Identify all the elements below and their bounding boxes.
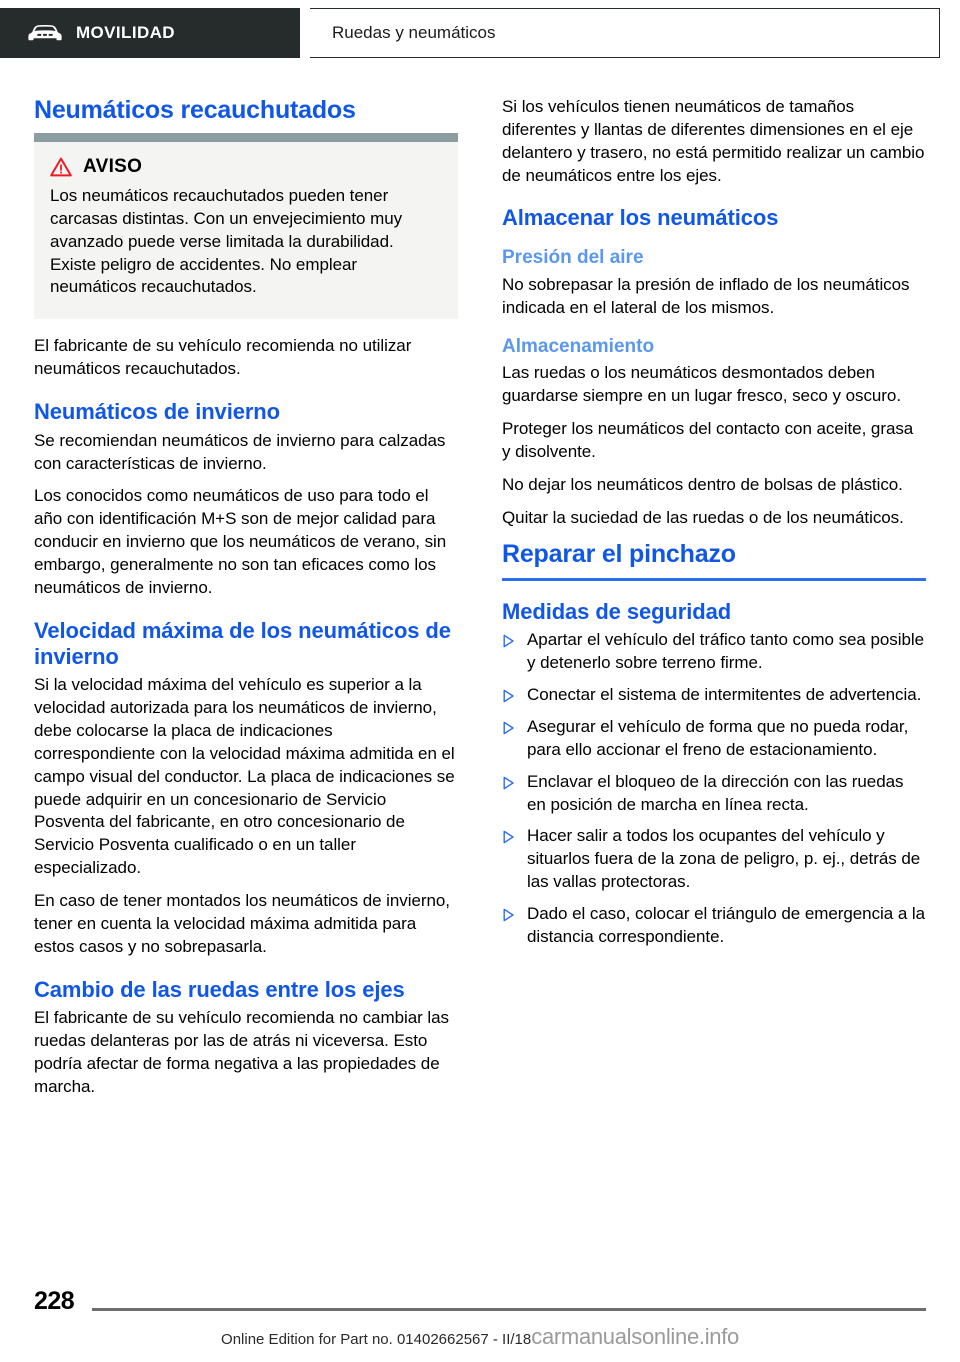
max-speed-paragraph-2: En caso de tener montados los neumáticos de invierno, tener en cuenta la velocidad máxima admitida para estos casos y no sobrepasarla. [34,890,450,956]
list-item-text: Asegurar el vehículo de forma que no pueda rodar, para ello accionar el freno de estacionamiento. [527,716,909,759]
triangle-right-icon [502,776,515,790]
axle-swap-paragraph-1: El fabricante de su vehículo recomienda no cambiar las ruedas delanteras por las de atrás ni viceversa. Esto podría afectar de forma negativa a las propiedades de marcha. [34,1008,449,1096]
list-item [502,716,926,762]
chapter-tab[interactable] [0,8,300,58]
axle-swap-continuation: Si los vehículos tienen neumáticos de tamaños diferentes y llantas de diferentes dimensiones en el eje delantero y trasero, no está permitido realizar un cambio de neumáticos entre los ejes. [502,97,925,185]
subsection-air-pressure-title: Presión del aire [502,247,644,269]
storage-paragraph-3: No dejar los neumáticos dentro de bolsas de plástico. [502,474,903,494]
list-item [502,684,926,707]
warning-text: Los neumáticos recauchutados pueden tener carcasas distintas. Con un envejecimiento muy avanzado puede verse limitada la durabilidad. Existe peligro de accidentes. No emplear neumáticos recauchutados. [50,186,403,297]
triangle-right-icon [502,908,515,922]
page-content [0,58,960,1099]
triangle-right-icon [502,830,515,844]
left-column [34,96,458,1099]
page-number: 228 [34,1287,75,1315]
max-speed-paragraph-1: Si la velocidad máxima del vehículo es superior a la velocidad autorizada para los neumáticos de invierno, debe colocarse la placa de indicaciones correspondiente con la velocidad máxima admitida en el campo visual del conductor. La placa de indicaciones se puede adquirir en un concesionario de Servicio Posventa del fabricante, en otro concesionario de Servicio Posventa cualificado o en un taller especializado. [34,675,455,878]
air-pressure-paragraph-1: No sobrepasar la presión de inflado de los neumáticos indicada en el lateral de los mismos. [502,274,910,317]
topic-tab-label: Ruedas y neumáticos [332,23,496,42]
triangle-right-icon [502,721,515,735]
section-storage-title: Almacenar los neumáticos [502,205,779,231]
car-front-icon [28,23,62,43]
right-column [502,96,926,1099]
page-footer [0,1289,960,1362]
list-item-text: Conectar el sistema de intermitentes de advertencia. [527,685,922,705]
storage-paragraph-1: Las ruedas o los neumáticos desmontados deben guardarse siempre en un lugar fresco, seco y oscuro. [502,363,901,406]
triangle-right-icon [502,634,515,648]
warning-box [34,133,458,319]
edition-text: Online Edition for Part no. 01402662567 - II/18 [221,1331,532,1348]
winter-paragraph-2: Los conocidos como neumáticos de uso para todo el año con identificación M+S son de mejor calidad para conducir en invierno que los neumáticos de verano, sin embargo, generalmente no son tan eficaces como los neumáticos de invierno. [34,486,447,597]
triangle-right-icon [502,689,515,703]
chapter-tab-label: MOVILIDAD [76,23,175,42]
footer-divider [92,1308,926,1311]
storage-paragraph-4: Quitar la suciedad de las ruedas o de los neumáticos. [502,507,904,527]
section-max-speed-title: Velocidad máxima de los neumáticos de invierno [34,617,451,669]
section-winter-tires-title: Neumáticos de invierno [34,399,280,425]
list-item-text: Enclavar el bloqueo de la dirección con las ruedas en posición de marcha en línea recta. [527,771,904,814]
winter-paragraph-1: Se recomiendan neumáticos de invierno para calzadas con características de invierno. [34,430,446,473]
page-title: Neumáticos recauchutados [34,96,356,124]
section-axle-swap-title: Cambio de las ruedas entre los ejes [34,976,405,1002]
warning-label: AVISO [83,156,143,177]
footer-meta [0,1317,960,1362]
warning-header [50,156,442,178]
watermark-text: carmanualsonline.info [531,1324,739,1349]
list-item [502,825,926,894]
topic-tab[interactable] [310,8,940,58]
intro-paragraph: El fabricante de su vehículo recomienda no utilizar neumáticos recauchutados. [34,336,412,379]
storage-paragraph-2: Proteger los neumáticos del contacto con aceite, grasa y disolvente. [502,419,914,462]
safety-measures-list [502,629,926,948]
list-item [502,771,926,817]
subsection-storage-title: Almacenamiento [502,335,655,357]
list-item [502,629,926,675]
chapter-title-puncture: Reparar el pinchazo [502,540,926,581]
page-header [0,0,960,58]
list-item-text: Hacer salir a todos los ocupantes del vehículo y situarlos fuera de la zona de peligro, p. ej., detrás de las vallas protectoras. [527,826,921,892]
footer-row [0,1289,960,1317]
list-item [502,903,926,949]
warning-triangle-icon [50,157,72,177]
section-safety-measures-title: Medidas de seguridad [502,598,732,624]
list-item-text: Dado el caso, colocar el triángulo de emergencia a la distancia correspondiente. [527,903,926,946]
list-item-text: Apartar el vehículo del tráfico tanto como sea posible y detenerlo sobre terreno firme. [527,630,925,673]
